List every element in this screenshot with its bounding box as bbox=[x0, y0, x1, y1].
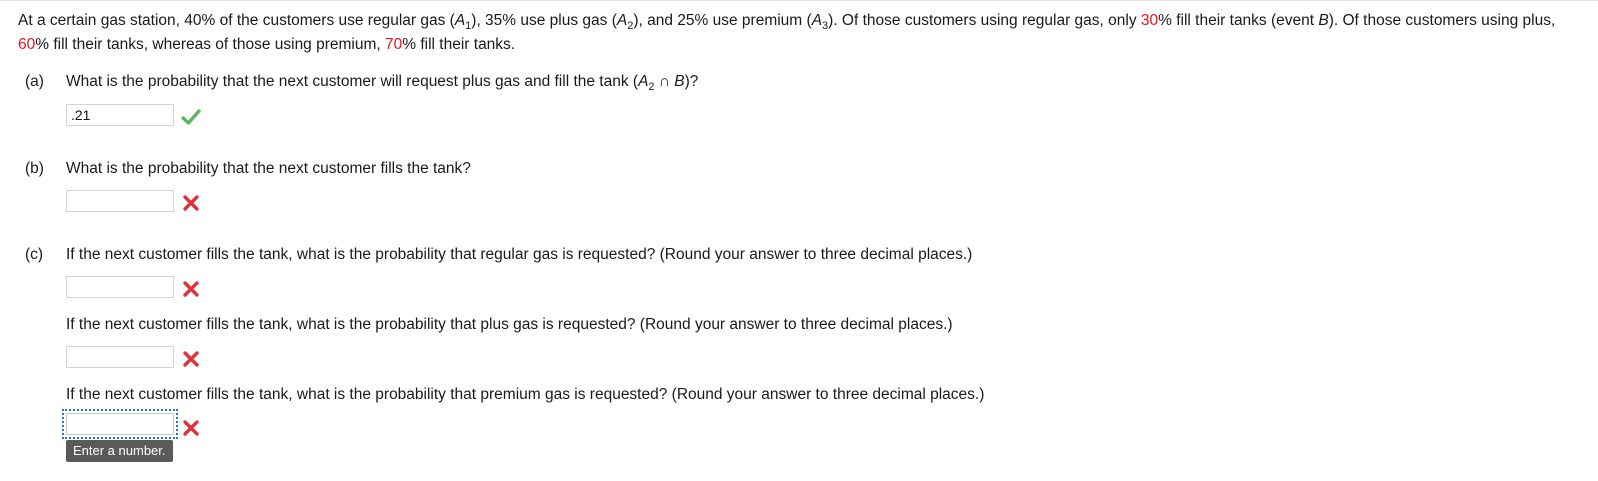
highlight-premium-pct: 70 bbox=[385, 36, 403, 53]
answer-input-c-regular[interactable] bbox=[66, 276, 174, 298]
x-mark-icon bbox=[180, 192, 202, 214]
question-c1-text: If the next customer fills the tank, what is the probability that regular gas is requested? (Round your answer to three decimal places.) bbox=[66, 246, 973, 263]
top-divider bbox=[0, 0, 1598, 1]
answer-input-c-premium[interactable] bbox=[66, 413, 174, 435]
question-c3-text: If the next customer fills the tank, what is the probability that premium gas is requested? (Round your answer to three decimal places.) bbox=[66, 386, 985, 403]
x-mark-icon bbox=[180, 417, 202, 439]
question-a-label: (a) bbox=[25, 73, 44, 90]
highlight-regular-pct: 30 bbox=[1140, 12, 1159, 29]
question-b-label: (b) bbox=[25, 160, 44, 177]
highlight-plus-pct: 60 bbox=[18, 36, 36, 53]
x-mark-icon bbox=[180, 348, 202, 370]
answer-input-b[interactable] bbox=[66, 190, 174, 212]
x-mark-icon bbox=[180, 278, 202, 300]
problem-statement: At a certain gas station, 40% of the customers use regular gas $(A_1)$, 35% use plus gas $(A_2)$, and 25% use premium $(A_3)$. Of those customers using regular gas, only 30% fill their tanks (event B). Of those customers using plus, 60% fill their tanks, whereas of those using premium, 70% fill their tanks. bbox=[18, 12, 1556, 53]
answer-input-c-plus[interactable] bbox=[66, 346, 174, 368]
checkmark-icon bbox=[180, 106, 202, 128]
input-tooltip: Enter a number. bbox=[66, 440, 173, 462]
question-b-text: What is the probability that the next customer fills the tank? bbox=[66, 160, 471, 177]
answer-input-a[interactable] bbox=[66, 104, 174, 126]
question-c2-text: If the next customer fills the tank, what is the probability that plus gas is requested? (Round your answer to three decimal places.) bbox=[66, 316, 953, 333]
question-c-label: (c) bbox=[25, 246, 44, 263]
question-a-text: What is the probability that the next customer will request plus gas and fill the tank ($A_2$ ∩ B)? bbox=[66, 73, 699, 93]
